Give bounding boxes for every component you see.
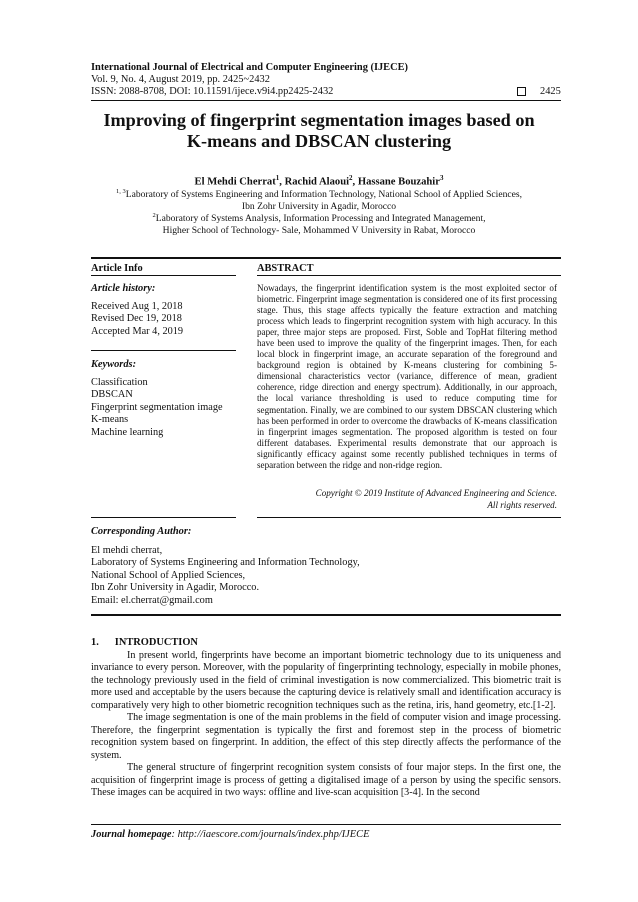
history-heading: Article history: (91, 283, 156, 294)
aff1-line2: Ibn Zohr University in Agadir, Morocco (241, 200, 397, 212)
keywords-heading: Keywords: (91, 359, 137, 370)
journal-homepage (91, 829, 369, 840)
copyright-line-1: Copyright © 2019 Institute of Advanced Engineering and Science. (315, 488, 557, 498)
abstract-text: Nowadays, the fingerprint identification system is the most exploited sector of biometric. Fingerprint image segmentation is considered one of its first processing stage. Thus, this stage affects typically the feature extraction and matching process which leads to fingerprint recognition system with high accuracy. In this paper, three major steps are proposed. First, Soble and TopHat filtering method have been used to improve the quality of the fingerprint images. Then, for each local block in fingerprint image, an accurate separation of the foreground and background region is obtained by K-means clustering for combining 5-dimensional characteristics vector (variance, difference of mean, gradient coherence, ridge direction and energy spectrum). Additionally, in our approach, the local variance thresholding is used to reduce computing time for segmentation. Finally, we are combined to our system DBSCAN clustering which has been performed in order to overcome the drawbacks of K-means classification in fingerprint images segmentation. The proposed algorithm is tested on four different databases. Experimental results demonstrate that our approach is significantly efficacy against some recently published techniques in terms of separation between the ridge and non-ridge region. (257, 283, 557, 470)
author-3: , Hassane Bouzahir (352, 176, 440, 188)
affiliation-1 (60, 186, 578, 212)
revised-date: Revised Dec 19, 2018 (91, 313, 182, 325)
paper-title (60, 110, 578, 152)
article-info-heading: Article Info (91, 263, 143, 274)
affiliation-2 (60, 210, 578, 236)
intro-paragraph: In present world, fingerprints have become an important biometric technology due to its uniqueness and invariance to every person. Moreover, with the popularity of fingerprinting technology, especially in mobile phones, the technology previously used in the field of criminal investigation is now commercialized. This biometric trait is more used and acceptable by the users because the capturing device is relatively small and identification accuracy is comparatively very high to other biometric recognition techniques such as the retina, iris, hand geometry, etc.[1-2]. (91, 650, 561, 711)
copyright (257, 488, 557, 511)
intro-paragraph: The general structure of fingerprint recognition system consists of four major steps. In the first one, the acquisition of fingerprint image is process of getting a digitalised image of a person by using the specific sensors. These images can be acquired in two ways: offline and live-scan acquisition [3-4]. In the second (91, 762, 561, 798)
keyword-item: K-means (91, 414, 129, 426)
header-rule (91, 100, 561, 101)
keyword-item: Fingerprint segmentation image (91, 401, 223, 413)
aff2-sup: 2 (152, 212, 156, 219)
homepage-label: Journal homepage (91, 829, 172, 840)
corr-bottom-rule (91, 614, 561, 616)
intro-heading (91, 637, 198, 648)
info-top-rule (91, 257, 561, 259)
author-2-sup: 2 (349, 174, 353, 182)
title-line-1: Improving of fingerprint segmentation images based on (103, 110, 535, 130)
page-number: 2425 (540, 86, 561, 97)
author-2: , Rachid Alaoui (279, 176, 350, 188)
homepage-url[interactable]: : http://iaescore.com/journals/index.php/IJECE (171, 829, 370, 840)
corresponding-heading: Corresponding Author: (91, 526, 192, 537)
corr-rule-right (257, 517, 561, 518)
keyword-item: Machine learning (91, 426, 164, 438)
keyword-item: Classification (91, 377, 148, 388)
received-date: Received Aug 1, 2018 (91, 301, 183, 312)
author-1-sup: 1 (275, 174, 280, 182)
intro-number: 1. (91, 637, 99, 648)
issn-doi: ISSN: 2088-8708, DOI: 10.11591/ijece.v9i4.pp2425-2432 (91, 86, 334, 97)
keywords-list (91, 377, 223, 439)
history-rule (91, 350, 236, 351)
author-3-sup: 3 (439, 174, 444, 182)
info-heading-rule (91, 275, 236, 276)
volume-info: Vol. 9, No. 4, August 2019, pp. 2425~2432 (91, 74, 270, 85)
corr-line: El mehdi cherrat, (91, 545, 163, 556)
author-1: El Mehdi Cherrat (194, 176, 276, 188)
keyword-item: DBSCAN (91, 389, 133, 401)
history-dates (91, 301, 183, 338)
journal-name: International Journal of Electrical and Computer Engineering (IJECE) (91, 62, 409, 73)
abstract-heading-rule (257, 275, 561, 276)
intro-title: INTRODUCTION (114, 637, 198, 648)
accepted-date: Accepted Mar 4, 2019 (91, 325, 184, 337)
corresponding-details (91, 545, 360, 607)
intro-body (91, 650, 561, 799)
intro-paragraph: The image segmentation is one of the main problems in the field of computer vision and image processing. Therefore, the fingerprint segmentation is typically the first and foremost step in the process of biometric recognition system based on fingerprint. In addition, the effect of this step directly affects the performance of the system. (91, 712, 561, 761)
corr-email: Email: el.cherrat@gmail.com (91, 594, 213, 606)
copyright-line-2: All rights reserved. (487, 499, 557, 510)
corr-line: Laboratory of Systems Engineering and Information Technology, (91, 557, 360, 569)
title-line-2: K-means and DBSCAN clustering (186, 131, 452, 151)
square-bullet-icon (517, 87, 526, 96)
corr-rule-left (91, 517, 236, 518)
abstract-heading: ABSTRACT (257, 263, 314, 274)
aff1-sup: 1, 3 (115, 188, 126, 195)
footer-rule (91, 824, 561, 825)
corr-line: Ibn Zohr University in Agadir, Morocco. (91, 582, 260, 594)
aff1-line1: Laboratory of Systems Engineering and Information Technology, National School of Applied Sciences, (125, 189, 523, 201)
aff2-line1: Laboratory of Systems Analysis, Information Processing and Integrated Management, (155, 213, 486, 225)
aff2-line2: Higher School of Technology- Sale, Mohammed V University in Rabat, Morocco (162, 224, 476, 236)
corr-line: National School of Applied Sciences, (91, 569, 246, 581)
